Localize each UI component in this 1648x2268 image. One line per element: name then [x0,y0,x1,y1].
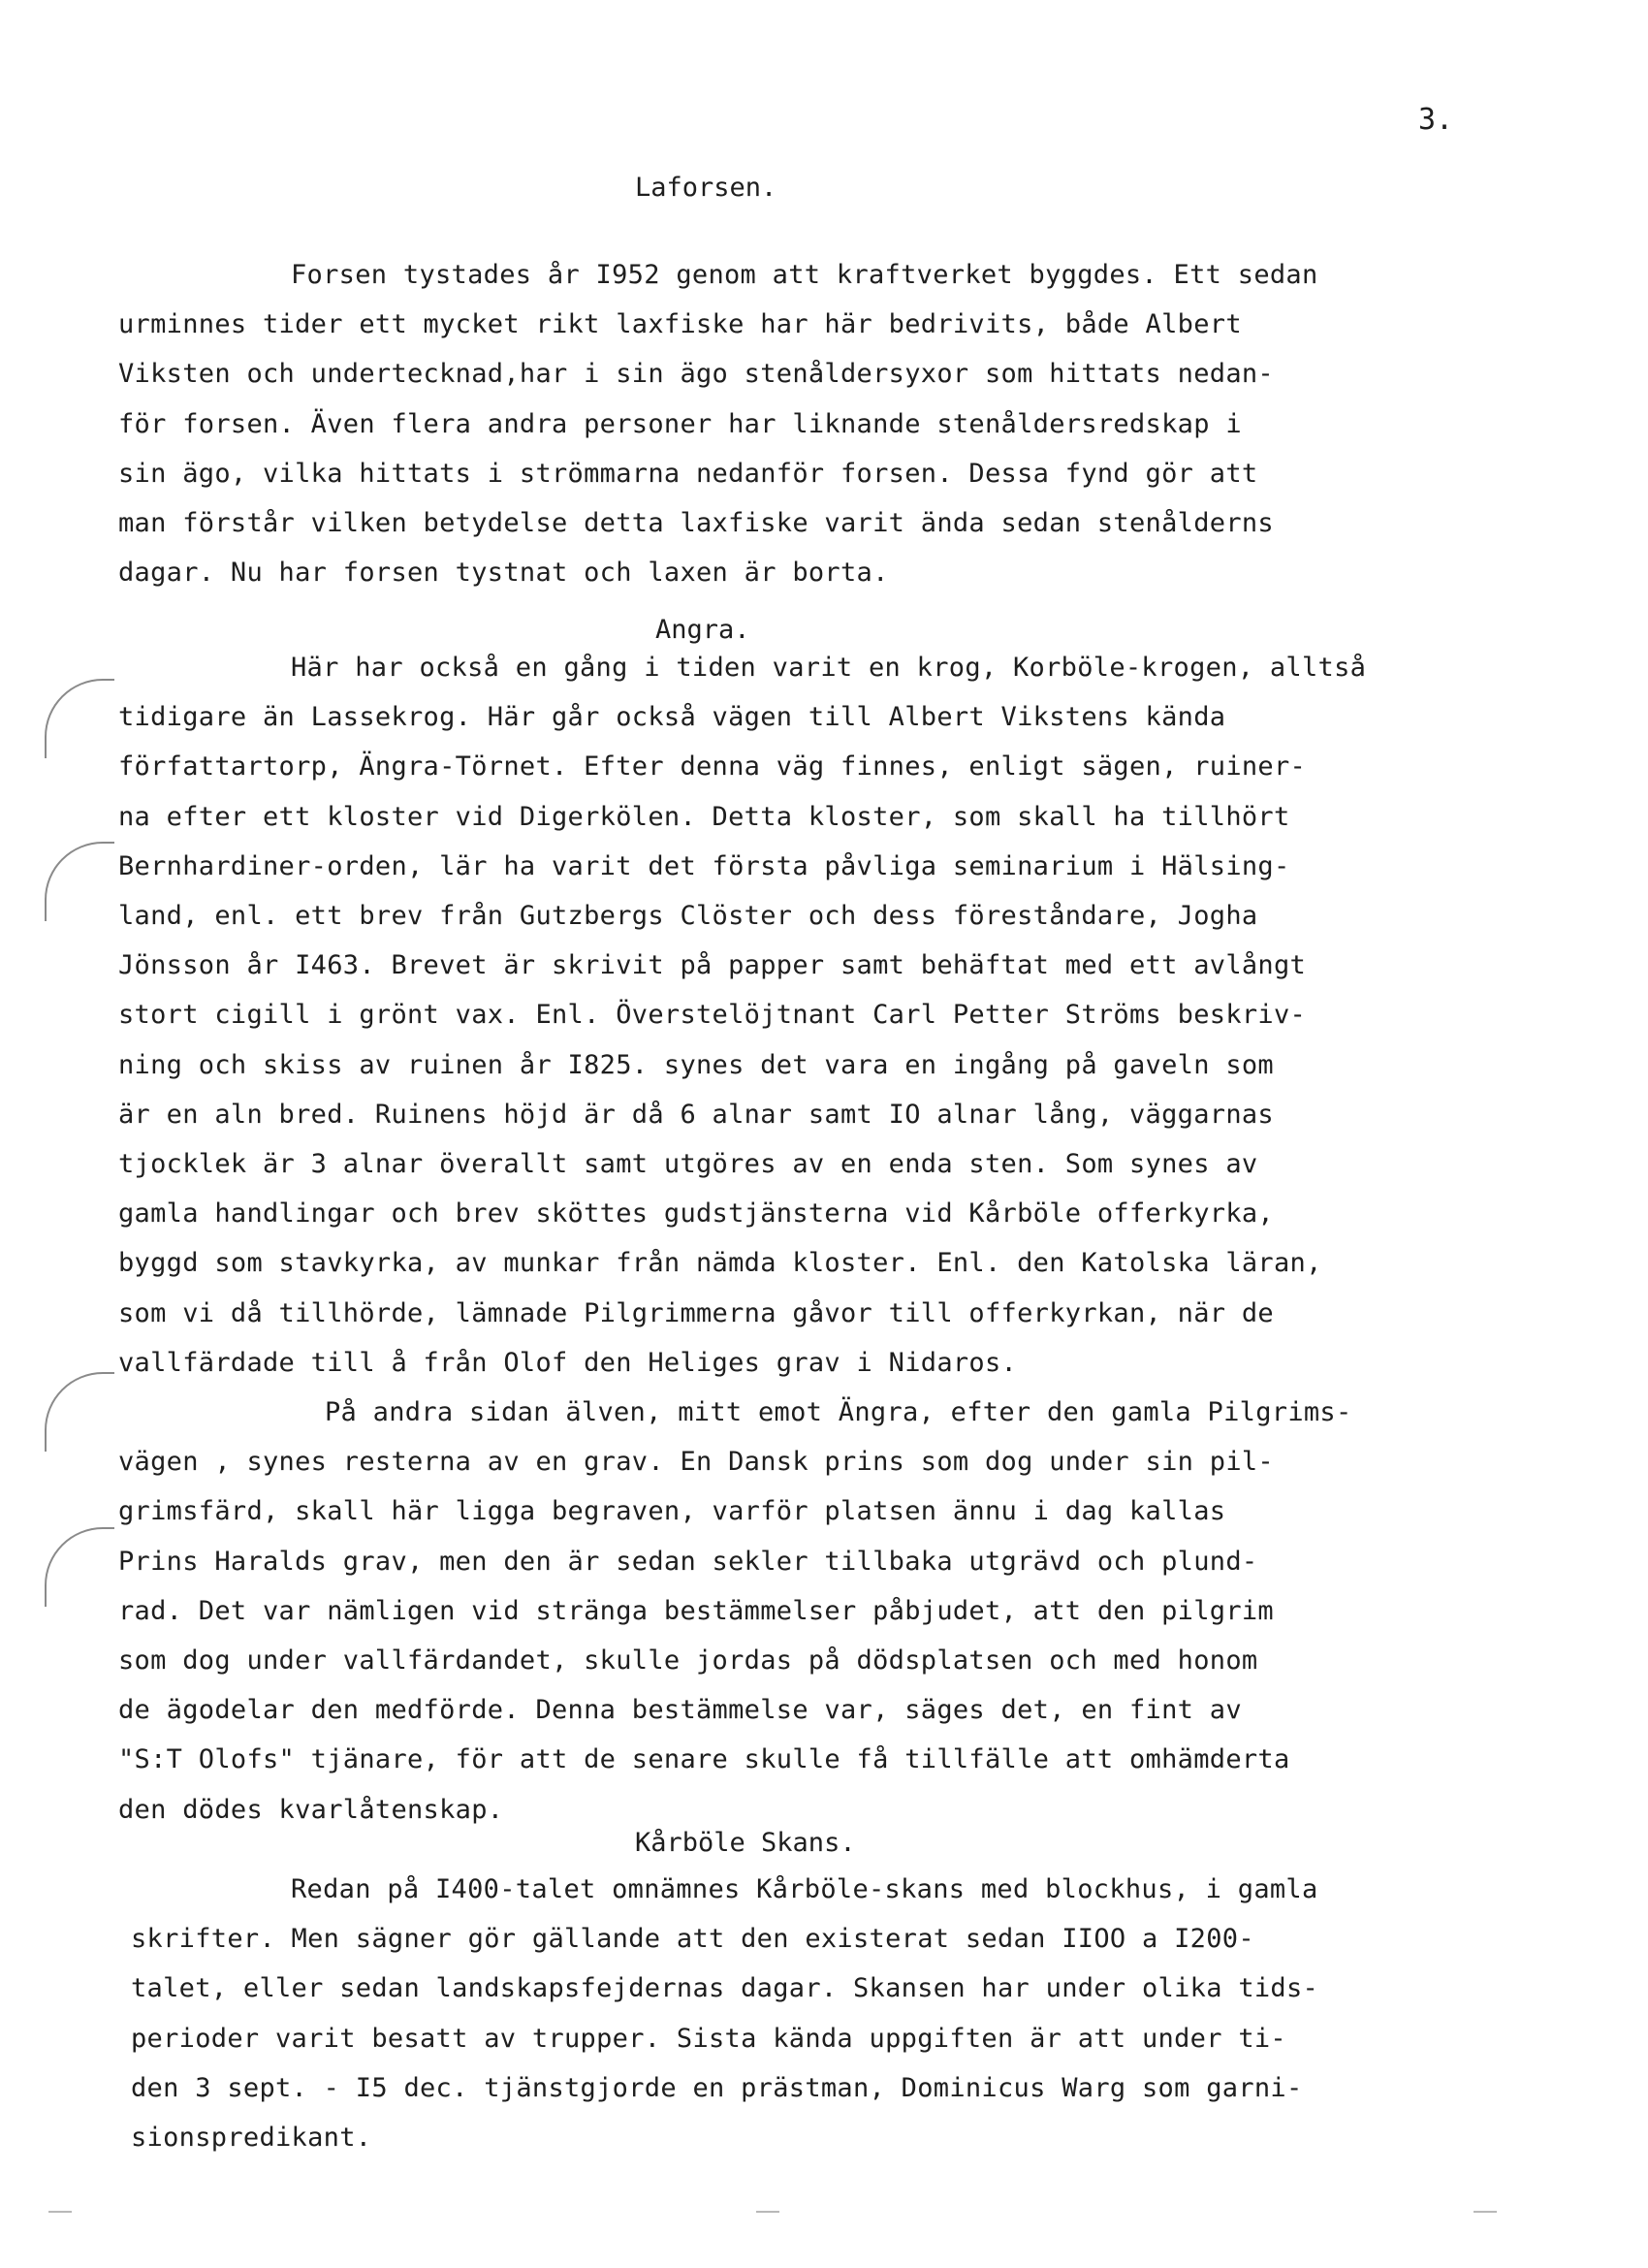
text-line: tidigare än Lassekrog. Här går också vägen till Albert Vikstens kända [118,702,1226,732]
text-line: dagar. Nu har forsen tystnat och laxen är borta. [118,558,889,588]
text-line: na efter ett kloster vid Digerkölen. Detta kloster, som skall ha tillhört [118,802,1290,832]
text-line: Bernhardiner-orden, lär ha varit det första påvliga seminarium i Hälsing- [118,851,1290,881]
text-line: författartorp, Ängra-Törnet. Efter denna väg finnes, enligt sägen, ruiner- [118,751,1307,782]
punch-hole [45,679,114,758]
punch-hole [45,1527,114,1607]
text-line: rad. Det var nämligen vid stränga bestämmelser påbjudet, att den pilgrim [118,1596,1274,1626]
section-heading: Laforsen. [635,173,777,203]
text-line: tjocklek är 3 alnar överallt samt utgöres av en enda sten. Som synes av [118,1149,1258,1179]
text-line: som dog under vallfärdandet, skulle jordas på dödsplatsen och med honom [118,1645,1258,1676]
text-line: Jönsson år I463. Brevet är skrivit på papper samt behäftat med ett avlångt [118,950,1307,980]
text-line: den 3 sept. - I5 dec. tjänstgjorde en prästman, Dominicus Warg som garni- [131,2073,1303,2103]
text-line: Viksten och undertecknad,har i sin ägo stenåldersyxor som hittats nedan- [118,359,1274,389]
text-line: de ägodelar den medförde. Denna bestämmelse var, säges det, en fint av [118,1695,1242,1725]
edge-mark [1474,2211,1497,2213]
text-line: grimsfärd, skall här ligga begraven, varför platsen ännu i dag kallas [118,1496,1226,1526]
punch-hole [45,1372,114,1452]
text-line: På andra sidan älven, mitt emot Ängra, efter den gamla Pilgrims- [325,1397,1352,1427]
text-line: Prins Haralds grav, men den är sedan sekler tillbaka utgrävd och plund- [118,1547,1258,1577]
text-line: sionspredikant. [131,2123,372,2153]
text-line: ning och skiss av ruinen år I825. synes det vara en ingång på gaveln som [118,1050,1274,1080]
text-line: Här har också en gång i tiden varit en krog, Korböle-krogen, alltså [291,653,1367,683]
section-heading: Angra. [655,615,750,645]
text-line: Redan på I400-talet omnämnes Kårböle-skans med blockhus, i gamla [291,1874,1318,1904]
text-line: talet, eller sedan landskapsfejdernas dagar. Skansen har under olika tids- [131,1973,1319,2003]
text-line: den dödes kvarlåtenskap. [118,1795,504,1825]
text-line: gamla handlingar och brev sköttes gudstjänsterna vid Kårböle offerkyrka, [118,1198,1274,1229]
text-line: perioder varit besatt av trupper. Sista kända uppgiften är att under ti- [131,2024,1286,2054]
text-line: vägen , synes resterna av en grav. En Dansk prins som dog under sin pil- [118,1447,1274,1477]
text-line: som vi då tillhörde, lämnade Pilgrimmerna gåvor till offerkyrkan, när de [118,1298,1274,1328]
edge-mark [48,2211,72,2213]
punch-hole [45,842,114,921]
section-heading: Kårböle Skans. [635,1828,856,1858]
text-line: stort cigill i grönt vax. Enl. Överstelöjtnant Carl Petter Ströms beskriv- [118,1000,1307,1030]
text-line: Forsen tystades år I952 genom att kraftverket byggdes. Ett sedan [291,260,1318,290]
text-line: skrifter. Men sägner gör gällande att den existerat sedan IIOO a I200- [131,1924,1254,1954]
text-line: för forsen. Även flera andra personer har liknande stenåldersredskap i [118,409,1242,439]
text-line: byggd som stavkyrka, av munkar från nämda kloster. Enl. den Katolska läran, [118,1248,1322,1278]
text-line: är en aln bred. Ruinens höjd är då 6 alnar samt IO alnar lång, väggarnas [118,1100,1274,1130]
text-line: "S:T Olofs" tjänare, för att de senare skulle få tillfälle att omhämderta [118,1744,1290,1774]
page-number: 3. [1418,103,1454,137]
text-line: urminnes tider ett mycket rikt laxfiske har här bedrivits, både Albert [118,309,1242,339]
text-line: vallfärdade till å från Olof den Heliges grav i Nidaros. [118,1348,1018,1378]
text-line: land, enl. ett brev från Gutzbergs Clöster och dess föreståndare, Jogha [118,901,1258,931]
edge-mark [756,2211,779,2213]
text-line: sin ägo, vilka hittats i strömmarna nedanför forsen. Dessa fynd gör att [118,459,1258,489]
text-line: man förstår vilken betydelse detta laxfiske varit ända sedan stenålderns [118,508,1274,538]
